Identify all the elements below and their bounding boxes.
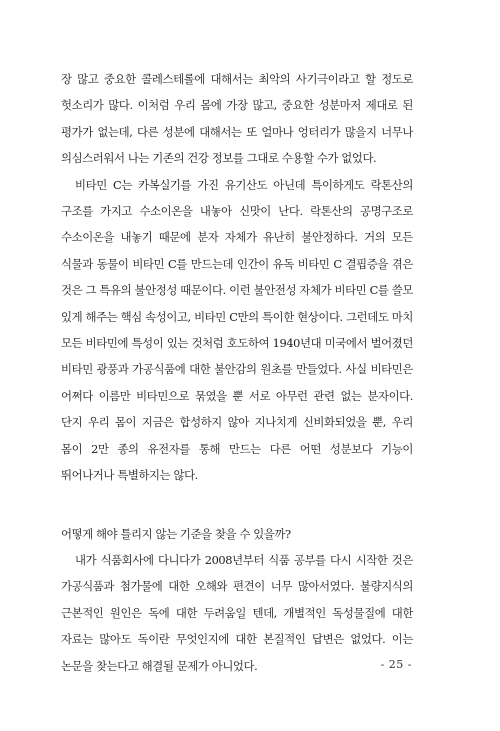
body-paragraph-section: 내가 식품회사에 다니다가 2008년부터 식품 공부를 다시 시작한 것은 가공식품과 첨가물에 대한 오해와 편견이 너무 많아서였다. 불량지식의 근본적인 원인은 독에 대한 두려움일 텐데, 개별적인 독성물질에 대한 자료는 많아도 독이란 무엇인지에 대한 본질적인 답변은 없었다. 이는 논문을 찾는다고 해결될 문제가 아니었다. <box>61 552 413 673</box>
page-body <box>61 66 413 679</box>
body-paragraph-continued: 장 많고 중요한 콜레스테롤에 대해서는 최악의 사기극이라고 할 정도로 헛소리가 많다. 이처럼 우리 몸에 가장 많고, 중요한 성분마저 제대로 된 평가가 없는데, 다른 성분에 대해서는 또 얼마나 엉터리가 많을지 너무나 의심스러워서 나는 기존의 건강 정보를 그대로 수용할 수가 없었다. <box>61 72 413 166</box>
page-number: - 25 - <box>380 658 412 671</box>
section-heading: 어떻게 해야 틀리지 않는 기준을 찾을 수 있을까? <box>61 526 291 541</box>
body-paragraph-vitamin-c: 비타민 C는 카복실기를 가진 유기산도 아닌데 특이하게도 락톤산의 구조를 가지고 수소이온을 내놓아 신맛이 난다. 락톤산의 공명구조로 수소이온을 내놓기 때문에 분자 자체가 유난히 불안정하다. 거의 모든 식물과 동물이 비타민 C를 만드는데 인간이 유독 비타민 C 결핍증을 겪은 것은 그 특유의 불안정성 때문이다. 이런 불안전성 자체가 비타민 C를 쓸모 있게 해주는 핵심 속성이고, 비타민 C만의 특이한 현상이다. 그런데도 마치 모든 비타민에 특성이 있는 것처럼 호도하여 1940년대 미국에서 벌어졌던 비타민 광풍과 가공식품에 대한 불안감의 원초를 만들었다. 사실 비타민은 어쩌다 이름만 비타민으로 묶였을 뿐 서로 아무런 관련 없는 분자이다. 단지 우리 몸이 지금은 합성하지 않아 지나치게 신비화되었을 뿐, 우리 몸이 2만 종의 유전자를 통해 만드는 다른 어떤 성분보다 기능이 뛰어나거나 특별하지는 않다. <box>61 177 413 483</box>
